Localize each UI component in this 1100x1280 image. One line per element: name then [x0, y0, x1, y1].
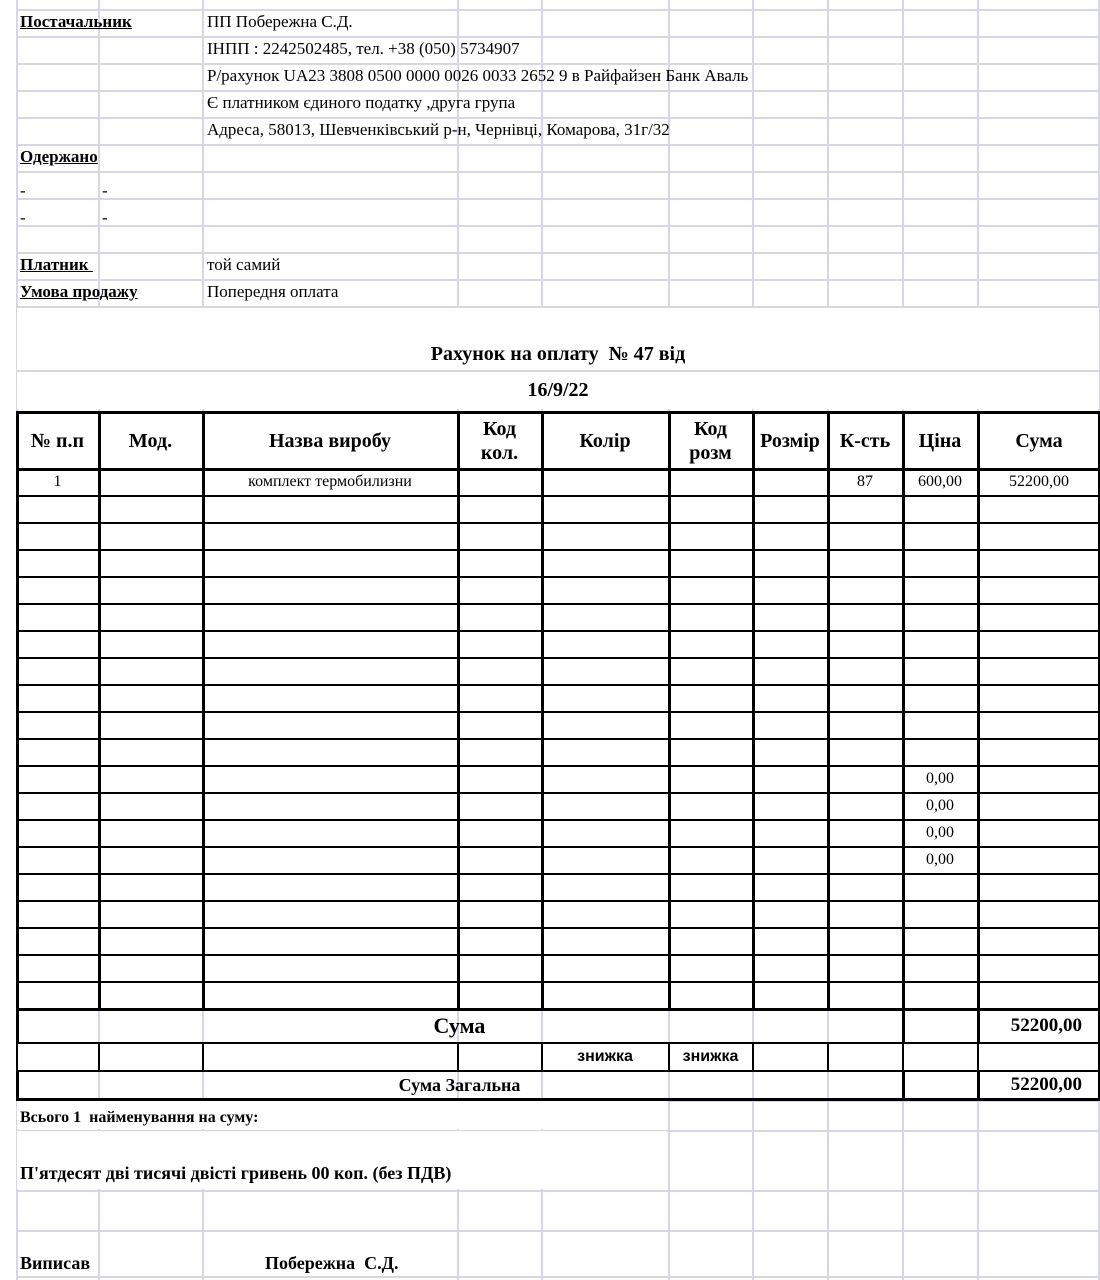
header-color: Колір — [579, 430, 631, 452]
gridline — [16, 279, 1100, 281]
table-border — [16, 522, 1100, 524]
gridline — [16, 252, 1100, 254]
received-label: Одержано — [20, 147, 98, 166]
sum-value: 52200,00 — [1010, 1015, 1082, 1036]
received-dash: - — [102, 208, 108, 227]
gridline — [16, 370, 1100, 372]
table-border — [16, 630, 1100, 632]
supplier-account: Р/рахунок UA23 3808 0500 0000 0026 0033 2652 9 в Райфайзен Банк Аваль — [207, 66, 749, 85]
supplier-label: Постачальник — [20, 12, 132, 31]
table-border — [202, 1042, 204, 1072]
table-border — [902, 1042, 904, 1072]
discount-label: знижка — [682, 1048, 739, 1065]
header-size-code-line2: розм — [689, 442, 732, 464]
gridline — [16, 90, 1100, 92]
grand-total-value: 52200,00 — [1010, 1074, 1082, 1095]
table-border — [902, 1008, 905, 1044]
zero-price: 0,00 — [926, 770, 954, 787]
supplier-address: Адреса, 58013, Шевченківський р-н, Чернівці, Комарова, 31г/32 — [207, 120, 670, 139]
zero-price: 0,00 — [926, 797, 954, 814]
row-sum: 52200,00 — [1009, 473, 1069, 490]
header-model: Мод. — [128, 430, 173, 452]
supplier-tax-id: ІНПП : 2242502485, тел. +38 (050) 5734907 — [207, 39, 520, 58]
table-border — [16, 954, 1100, 956]
table-border — [16, 981, 1100, 983]
table-border — [827, 1042, 829, 1072]
row-price: 600,00 — [918, 473, 962, 490]
sale-terms-label: Умова продажу — [20, 282, 138, 301]
gridline — [16, 36, 1100, 38]
header-size-code — [669, 414, 752, 468]
table-border — [977, 1042, 979, 1072]
table-border — [16, 927, 1100, 929]
received-dash: - — [102, 181, 108, 200]
table-border — [16, 495, 1100, 497]
table-border — [16, 900, 1100, 902]
table-border — [16, 765, 1100, 767]
header-size: Розмір — [760, 430, 820, 452]
header-color-code-line1: Код — [482, 418, 517, 440]
gridline — [16, 198, 1100, 200]
table-border — [16, 549, 1100, 551]
gridline — [16, 1276, 1100, 1278]
gridline — [16, 144, 1100, 146]
row-product-name: комплект термобилизни — [248, 473, 412, 490]
table-border — [16, 468, 1100, 471]
table-border — [16, 1070, 1100, 1072]
table-border — [16, 711, 1100, 713]
gridline — [16, 63, 1100, 65]
received-dash: - — [20, 208, 26, 227]
table-border — [16, 792, 1100, 794]
discount-label: знижка — [577, 1048, 633, 1065]
gridline — [16, 9, 1100, 11]
supplier-name: ПП Побережна С.Д. — [207, 12, 353, 31]
header-price: Ціна — [918, 430, 962, 452]
table-border — [16, 873, 1100, 875]
row-quantity: 87 — [857, 473, 873, 490]
received-dash: - — [20, 181, 26, 200]
signature-label: Виписав — [20, 1253, 91, 1273]
table-border — [752, 1042, 754, 1072]
table-border — [902, 1070, 905, 1100]
table-border — [16, 1008, 1100, 1011]
header-color-code — [458, 414, 541, 468]
invoice-title: Рахунок на оплату № 47 від — [430, 343, 686, 365]
items-count-line: Всього 1 найменування на суму: — [20, 1109, 259, 1126]
header-quantity: К-сть — [839, 430, 891, 452]
table-border — [16, 1042, 1100, 1044]
payer-label: Платник — [20, 255, 93, 274]
table-border — [16, 738, 1100, 740]
table-border — [16, 603, 1100, 605]
table-border — [16, 1042, 18, 1072]
table-border — [457, 1042, 459, 1072]
table-border — [16, 684, 1100, 686]
gridline — [16, 1230, 1100, 1232]
table-border — [16, 576, 1100, 578]
gridline — [16, 117, 1100, 119]
table-border — [16, 1098, 1100, 1101]
header-size-code-line1: Код — [693, 418, 728, 440]
signature-name: Побережна С.Д. — [265, 1253, 399, 1273]
zero-price: 0,00 — [926, 851, 954, 868]
grand-total-label: Сума Загальна — [398, 1075, 521, 1095]
header-sum: Сума — [1015, 430, 1063, 452]
supplier-tax-status: Є платником єдиного податку ,друга група — [207, 93, 516, 112]
gridline — [16, 171, 1100, 173]
payer-value: той самий — [207, 255, 281, 274]
sale-terms-value: Попередня оплата — [207, 282, 339, 301]
gridline — [16, 225, 1100, 227]
amount-in-words: П'ятдесят дві тисячі двісті гривень 00 коп. (без ПДВ) — [20, 1163, 452, 1183]
zero-price: 0,00 — [926, 824, 954, 841]
header-num: № п.п — [30, 430, 85, 452]
table-border — [16, 657, 1100, 659]
sum-label: Сума — [433, 1013, 486, 1038]
table-border — [16, 846, 1100, 848]
row-num: 1 — [53, 473, 62, 490]
invoice-date: 16/9/22 — [527, 379, 589, 401]
header-product-name: Назва виробу — [268, 430, 392, 452]
header-color-code-line2: кол. — [480, 442, 519, 464]
gridline — [16, 1190, 1100, 1192]
table-border — [16, 819, 1100, 821]
table-border — [98, 1042, 100, 1072]
